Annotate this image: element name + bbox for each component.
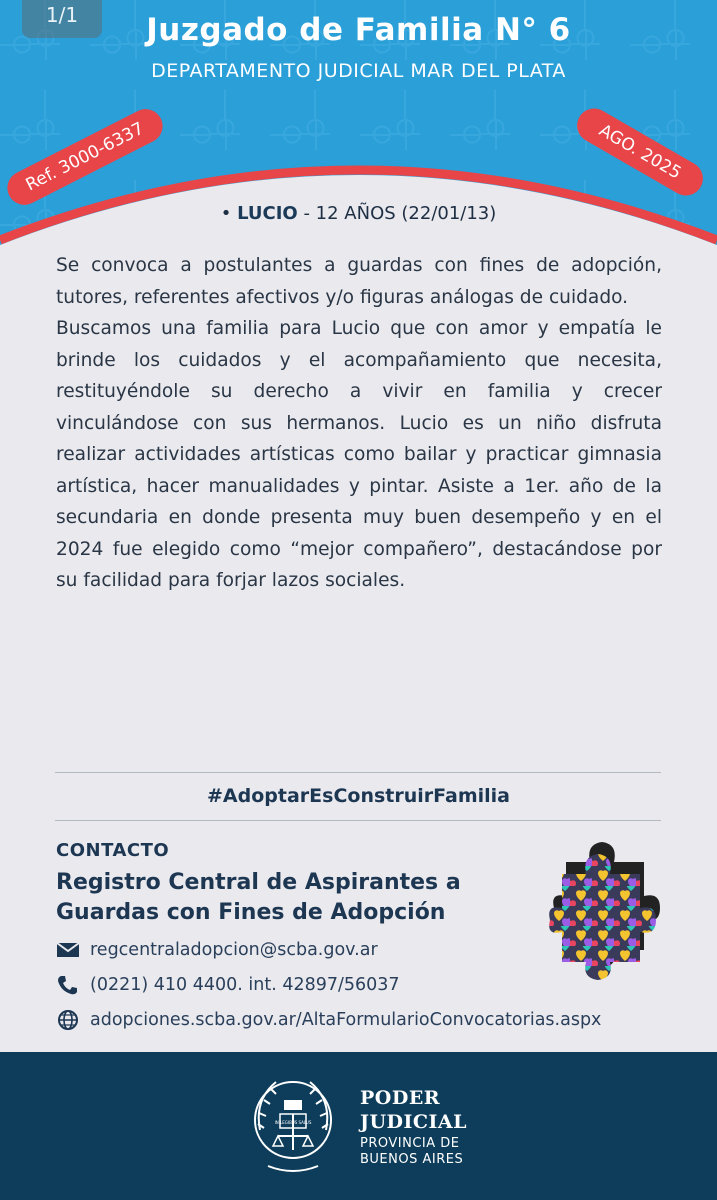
heart-puzzle-piece-image [548,828,660,1000]
website-link[interactable]: adopciones.scba.gov.ar/AltaFormularioConvocatorias.aspx [90,1010,602,1030]
website-row[interactable] [56,1006,601,1034]
registry-name: Registro Central de Aspirantes a Guardas con Fines de Adopción [56,870,461,925]
child-details: - 12 AÑOS (22/01/13) [297,203,497,224]
poder-label: PODER [360,1087,441,1109]
envelope-icon [56,939,80,961]
divider-bottom [55,820,661,821]
seal-motto: IN LEGIBUS SALUS [274,1120,312,1125]
provincia-de-label: PROVINCIA DE [360,1136,460,1151]
court-title: Juzgado de Familia N° 6 [146,12,571,48]
footer-bar [0,1052,717,1200]
hashtag: #AdoptarEsConstruirFamilia [207,785,510,807]
poder-judicial-logo-text [360,1086,467,1134]
divider-top [55,772,661,773]
province-label [360,1136,463,1168]
email-link[interactable]: regcentraladopcion@scba.gov.ar [90,940,378,960]
body-paragraph-1: Se convoca a postulantes a guardas con fines de adopción, tutores, referentes afectivos y/o figuras análogas de cuidado. [56,255,662,308]
phone-row[interactable] [56,971,400,999]
globe-icon [56,1009,80,1031]
body-text [56,250,662,597]
page-counter: 1/1 [22,0,102,38]
date-badge: AGO. 2025 [571,102,709,201]
child-heading [0,203,717,224]
bullet: • [220,203,232,224]
department-subtitle: DEPARTAMENTO JUDICIAL MAR DEL PLATA [151,60,566,82]
email-row[interactable] [56,936,378,964]
phone-number[interactable]: (0221) 410 4400. int. 42897/56037 [90,975,400,995]
body-paragraph-2: Buscamos una familia para Lucio que con amor y empatía le brinde los cuidados y el acompañamiento que necesita, restituyéndole su derecho a vivir en familia y crecer vinculándose con sus hermanos. Lucio es un niño disfruta realizar actividades artísticas como bailar y practicar gimnasia artística, hacer manualidades y pintar. Asiste a 1er. año de la secundaria en donde presenta muy buen desempeño y en el 2024 fue elegido como “mejor compañero”, destacándose por su facilidad para forjar lazos sociales. [56,318,662,591]
contact-label: CONTACTO [56,840,170,861]
child-name: LUCIO [237,203,298,224]
judicial-label: JUDICIAL [360,1111,468,1133]
phone-icon [56,974,80,996]
buenos-aires-label: BUENOS AIRES [360,1152,464,1167]
reference-badge: Ref. 3000-6337 [2,103,169,210]
provincial-seal-icon [246,1070,340,1180]
